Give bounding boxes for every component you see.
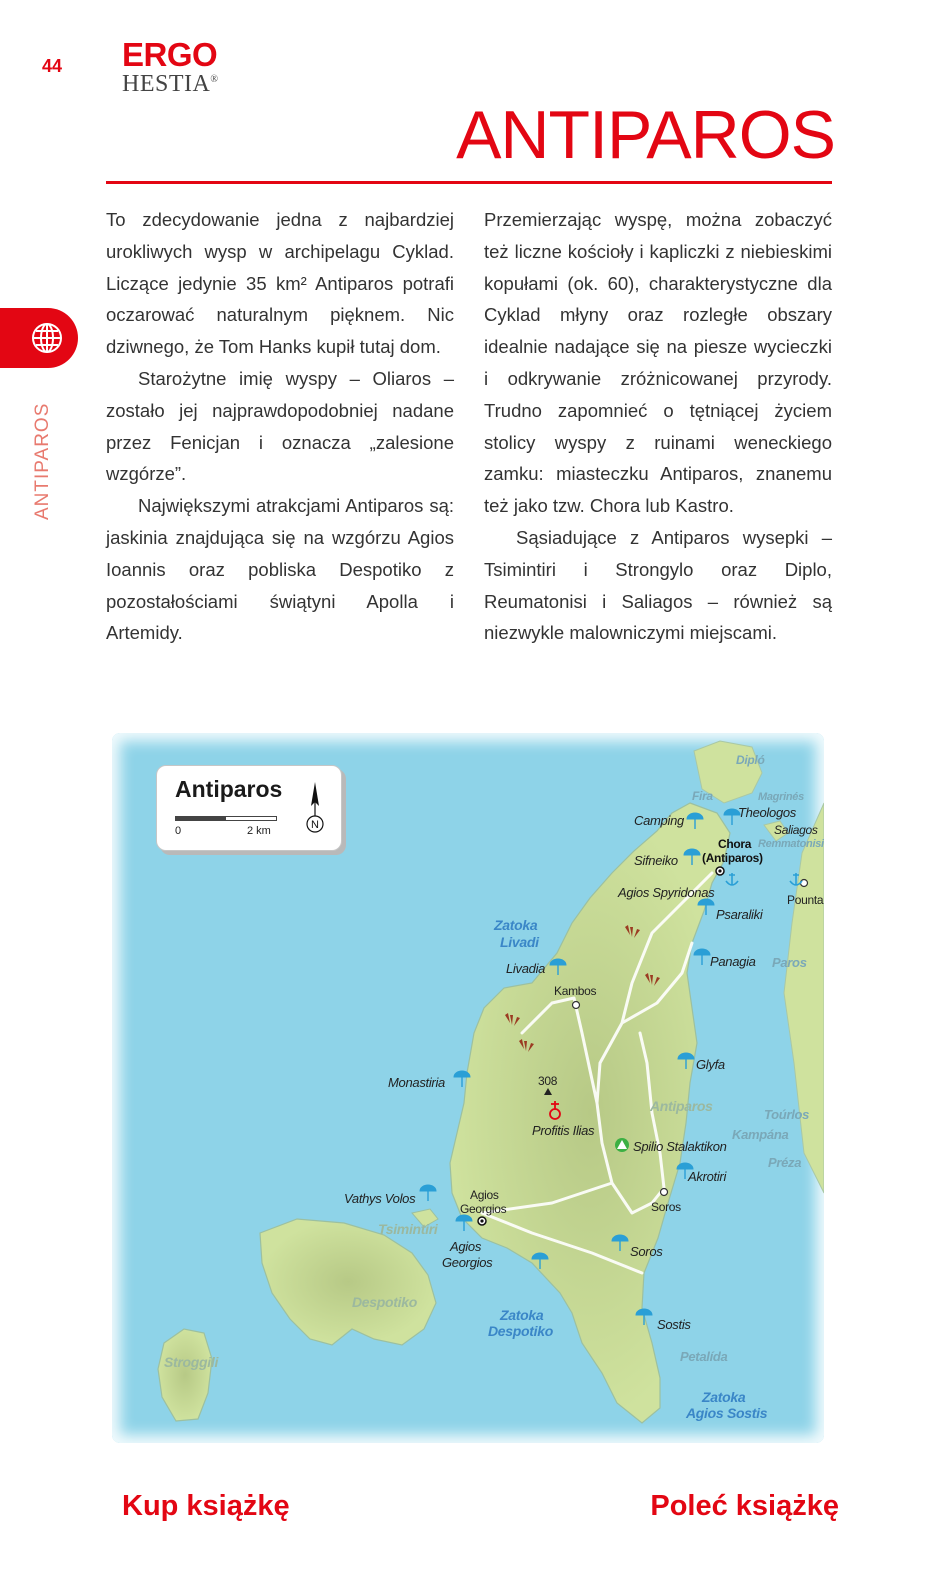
map-label: Tsimintiri xyxy=(378,1221,438,1237)
kambos-marker xyxy=(573,1002,580,1009)
map-label: Kambos xyxy=(554,984,597,998)
despotiko-island xyxy=(260,1219,436,1345)
map-label: Soros xyxy=(630,1244,663,1259)
map-label: Georgios xyxy=(442,1255,493,1270)
map-label: Vathys Volos xyxy=(344,1191,416,1206)
scale-bar xyxy=(175,816,277,821)
map-label: Toúrlos xyxy=(764,1107,810,1122)
map-label: Kampána xyxy=(732,1127,789,1142)
logo-hestia: HESTIA® xyxy=(122,71,219,97)
map-label: Magrinés xyxy=(758,791,804,803)
scale-end: 2 km xyxy=(247,825,271,837)
map-label: Profitis Ilias xyxy=(532,1123,595,1138)
map-label: Fira xyxy=(692,789,713,803)
map-label: Georgios xyxy=(460,1202,507,1216)
map-label: Glyfa xyxy=(696,1057,725,1072)
cave-icon xyxy=(615,1138,629,1152)
map-label: Pounta xyxy=(787,893,824,907)
recommend-book-link[interactable]: Poleć książkę xyxy=(650,1490,839,1522)
map-label: Camping xyxy=(634,813,684,828)
page-number: 44 xyxy=(42,56,63,76)
paragraph: Przemierzając wyspę, można zobaczyć też liczne kościoły i kapliczki z niebieskimi kopułami (ok. 60), charakterystyczne dla Cyklad młyny oraz rozległe obszary idealnie nadające się na piesze wycieczki i odkrywanie zróżnicowanej przyrody. Trudno zapomnieć o tętniącej życiem stolicy wyspy z ruinami weneckiego zamku: miasteczku Antiparos, znanemu też jako tzw. Chora lub Kastro. xyxy=(484,209,832,517)
map-label: Zatoka xyxy=(494,917,538,933)
map-label: Petalída xyxy=(680,1349,728,1364)
page-title: ANTIPAROS xyxy=(456,97,835,173)
paros-coast xyxy=(784,803,824,1193)
ergo-hestia-logo[interactable] xyxy=(122,36,218,98)
map-label: Theologos xyxy=(738,805,797,820)
paragraph: To zdecydowanie jedna z najbardziej urokliwych wysp w archipelagu Cyklad. Liczące jedynie 35 km² Antiparos potrafi oczarować naturalnym pięknem. Nic dziwnego, że Tom Hanks kupił tutaj dom. xyxy=(106,209,454,358)
island-map xyxy=(112,733,824,1443)
map-label: Stroggili xyxy=(164,1354,219,1370)
title-divider xyxy=(106,181,832,184)
map-label: Agios xyxy=(450,1239,482,1254)
map-label: 308 xyxy=(538,1074,558,1088)
map-label: Dipló xyxy=(736,753,765,767)
map-label: Zatoka xyxy=(702,1389,746,1405)
map-label: Monastiria xyxy=(388,1075,445,1090)
paragraph: Starożytne imię wyspy – Oliaros – zostało jej najprawdopodobniej nadane przez Fenicjan i oznacza „zalesione wzgórze”. xyxy=(106,367,454,485)
map-label: Agios Spyridonas xyxy=(618,885,715,900)
buy-book-link[interactable]: Kup książkę xyxy=(122,1490,290,1522)
map-label: Paros xyxy=(772,955,807,970)
svg-text:N: N xyxy=(311,819,319,831)
globe-icon xyxy=(31,322,63,354)
stroggili-island xyxy=(158,1329,212,1421)
section-tab xyxy=(0,308,78,368)
map-label: Agios xyxy=(470,1188,499,1202)
legend-title: Antiparos xyxy=(175,776,283,802)
map-label: (Antiparos) xyxy=(702,851,763,865)
soros-marker xyxy=(661,1189,668,1196)
map-label: Saliagos xyxy=(774,823,818,837)
map-label: Chora xyxy=(718,837,752,851)
map-label: Spilio Stalaktikon xyxy=(633,1139,727,1154)
map-label: Soros xyxy=(651,1200,681,1214)
map-legend xyxy=(156,765,342,851)
map-label: Sifneiko xyxy=(634,853,678,868)
map-label: Livadia xyxy=(506,961,546,976)
map-label: Psaraliki xyxy=(716,907,763,922)
anchor-icon xyxy=(726,873,802,885)
map-label: Livadi xyxy=(500,934,539,950)
map-label: Remmatonisi xyxy=(758,838,824,850)
pounta-marker xyxy=(801,880,808,887)
section-label: ANTIPAROS xyxy=(32,402,53,520)
map-label: Agios Sostis xyxy=(686,1405,768,1421)
north-arrow-icon xyxy=(304,780,326,836)
paragraph: Sąsiadujące z Antiparos wysepki – Tsimintiri i Strongylo oraz Diplo, Reumatonisi i Saliagos – również są niezwykle malowniczymi miejscami. xyxy=(484,526,832,644)
map-label: Préza xyxy=(768,1155,802,1170)
map-label: Akrotiri xyxy=(688,1169,727,1184)
map-label: Despotiko xyxy=(488,1323,553,1339)
map-label: Panagia xyxy=(710,954,756,969)
map-label: Antiparos xyxy=(650,1098,713,1114)
scale-start: 0 xyxy=(175,825,182,837)
paragraph: Największymi atrakcjami Antiparos są: jaskinia znajdująca się na wzgórzu Agios Ioannis oraz pobliska Despotiko z pozostałościami świątyni Apolla i Artemidy. xyxy=(106,495,454,644)
logo-ergo: ERGO xyxy=(122,36,218,73)
text-column-right xyxy=(484,204,832,649)
map-label: Sostis xyxy=(657,1317,691,1332)
map-label: Despotiko xyxy=(352,1294,417,1310)
text-column-left xyxy=(106,204,454,649)
map-label: Zatoka xyxy=(500,1307,544,1323)
